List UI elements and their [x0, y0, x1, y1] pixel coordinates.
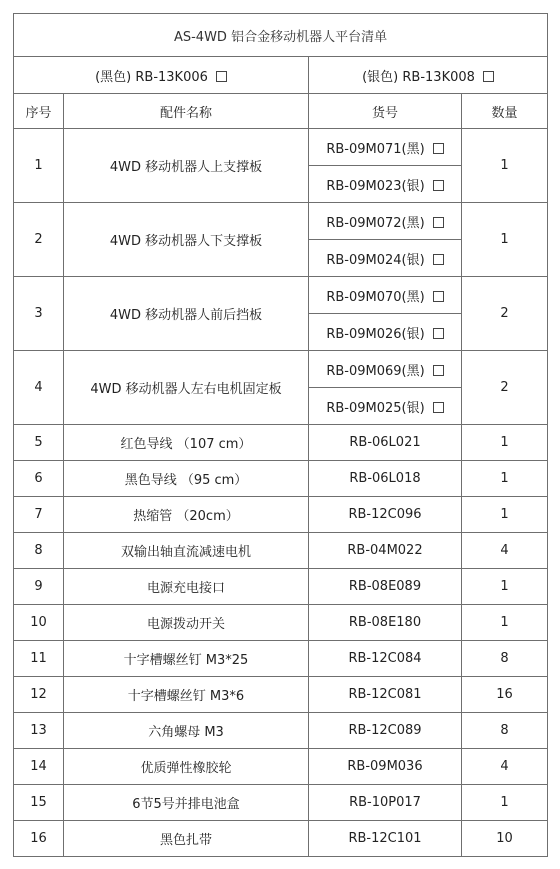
quantity: 2 — [462, 351, 548, 425]
table-row — [14, 129, 548, 166]
header-index: 序号 — [14, 94, 64, 129]
sku-silver-cell — [309, 388, 462, 425]
sku-silver: RB-09M025(银) — [326, 400, 425, 416]
table-row — [14, 749, 548, 785]
sku: RB-08E089 — [309, 569, 462, 605]
table-row — [14, 641, 548, 677]
quantity: 10 — [462, 821, 548, 857]
sku-black: RB-09M070(黑) — [326, 289, 425, 305]
quantity: 1 — [462, 129, 548, 203]
row-index: 13 — [14, 713, 64, 749]
row-index: 1 — [14, 129, 64, 203]
part-name: 黑色导线 （95 cm） — [64, 461, 309, 497]
sku: RB-12C084 — [309, 641, 462, 677]
part-name: 双输出轴直流减速电机 — [64, 533, 309, 569]
checkbox-icon[interactable] — [483, 71, 494, 82]
part-name: 黑色扎带 — [64, 821, 309, 857]
table-row — [14, 533, 548, 569]
quantity: 2 — [462, 277, 548, 351]
quantity: 8 — [462, 641, 548, 677]
sku: RB-12C081 — [309, 677, 462, 713]
row-index: 4 — [14, 351, 64, 425]
document-title: AS-4WD 铝合金移动机器人平台清单 — [14, 14, 548, 57]
part-name: 热缩管 （20cm） — [64, 497, 309, 533]
variant-row — [14, 57, 548, 94]
row-index: 5 — [14, 425, 64, 461]
parts-list-table — [13, 13, 548, 857]
sku: RB-12C089 — [309, 713, 462, 749]
header-qty: 数量 — [462, 94, 548, 129]
sku-black-cell — [309, 277, 462, 314]
header-name: 配件名称 — [64, 94, 309, 129]
sku-silver: RB-09M024(银) — [326, 252, 425, 268]
sku-black-cell — [309, 351, 462, 388]
checkbox-icon[interactable] — [433, 180, 444, 191]
sku-silver-cell — [309, 314, 462, 351]
sku-black-cell — [309, 129, 462, 166]
row-index: 7 — [14, 497, 64, 533]
part-name: 6节5号并排电池盒 — [64, 785, 309, 821]
sku: RB-12C101 — [309, 821, 462, 857]
table-row — [14, 203, 548, 240]
row-index: 2 — [14, 203, 64, 277]
quantity: 1 — [462, 785, 548, 821]
sku-silver: RB-09M023(银) — [326, 178, 425, 194]
sku-black: RB-09M072(黑) — [326, 215, 425, 231]
part-name: 4WD 移动机器人前后挡板 — [64, 277, 309, 351]
quantity: 16 — [462, 677, 548, 713]
part-name: 4WD 移动机器人下支撑板 — [64, 203, 309, 277]
sku-black-cell — [309, 203, 462, 240]
row-index: 14 — [14, 749, 64, 785]
quantity: 1 — [462, 605, 548, 641]
quantity: 8 — [462, 713, 548, 749]
sku-black: RB-09M071(黑) — [326, 141, 425, 157]
row-index: 11 — [14, 641, 64, 677]
row-index: 9 — [14, 569, 64, 605]
table-row — [14, 497, 548, 533]
checkbox-icon[interactable] — [433, 328, 444, 339]
row-index: 15 — [14, 785, 64, 821]
quantity: 1 — [462, 569, 548, 605]
part-name: 十字槽螺丝钉 M3*25 — [64, 641, 309, 677]
part-name: 十字槽螺丝钉 M3*6 — [64, 677, 309, 713]
row-index: 8 — [14, 533, 64, 569]
checkbox-icon[interactable] — [433, 254, 444, 265]
variant-silver-label: (银色) RB-13K008 — [362, 69, 475, 85]
checkbox-icon[interactable] — [433, 291, 444, 302]
sku: RB-06L021 — [309, 425, 462, 461]
sku: RB-09M036 — [309, 749, 462, 785]
row-index: 6 — [14, 461, 64, 497]
variant-black — [14, 57, 309, 94]
variant-silver — [309, 57, 548, 94]
table-row — [14, 425, 548, 461]
table-row — [14, 605, 548, 641]
checkbox-icon[interactable] — [433, 143, 444, 154]
variant-black-label: (黑色) RB-13K006 — [95, 69, 208, 85]
checkbox-icon[interactable] — [216, 71, 227, 82]
quantity: 4 — [462, 533, 548, 569]
table-row — [14, 351, 548, 388]
quantity: 1 — [462, 203, 548, 277]
sku: RB-12C096 — [309, 497, 462, 533]
sku: RB-08E180 — [309, 605, 462, 641]
sku: RB-06L018 — [309, 461, 462, 497]
table-row — [14, 785, 548, 821]
quantity: 1 — [462, 497, 548, 533]
part-name: 优质弹性橡胶轮 — [64, 749, 309, 785]
quantity: 1 — [462, 425, 548, 461]
quantity: 1 — [462, 461, 548, 497]
header-row — [14, 94, 548, 129]
row-index: 12 — [14, 677, 64, 713]
part-name: 红色导线 （107 cm） — [64, 425, 309, 461]
table-row — [14, 461, 548, 497]
sku: RB-04M022 — [309, 533, 462, 569]
sku-black: RB-09M069(黑) — [326, 363, 425, 379]
part-name: 电源拨动开关 — [64, 605, 309, 641]
part-name: 4WD 移动机器人左右电机固定板 — [64, 351, 309, 425]
table-row — [14, 277, 548, 314]
table-row — [14, 821, 548, 857]
checkbox-icon[interactable] — [433, 365, 444, 376]
sku-silver-cell — [309, 240, 462, 277]
sku: RB-10P017 — [309, 785, 462, 821]
table-row — [14, 713, 548, 749]
part-name: 电源充电接口 — [64, 569, 309, 605]
title-row — [14, 14, 548, 57]
header-sku: 货号 — [309, 94, 462, 129]
row-index: 10 — [14, 605, 64, 641]
sku-silver: RB-09M026(银) — [326, 326, 425, 342]
part-name: 六角螺母 M3 — [64, 713, 309, 749]
checkbox-icon[interactable] — [433, 217, 444, 228]
part-name: 4WD 移动机器人上支撑板 — [64, 129, 309, 203]
sku-silver-cell — [309, 166, 462, 203]
row-index: 16 — [14, 821, 64, 857]
table-row — [14, 677, 548, 713]
row-index: 3 — [14, 277, 64, 351]
table-row — [14, 569, 548, 605]
quantity: 4 — [462, 749, 548, 785]
checkbox-icon[interactable] — [433, 402, 444, 413]
